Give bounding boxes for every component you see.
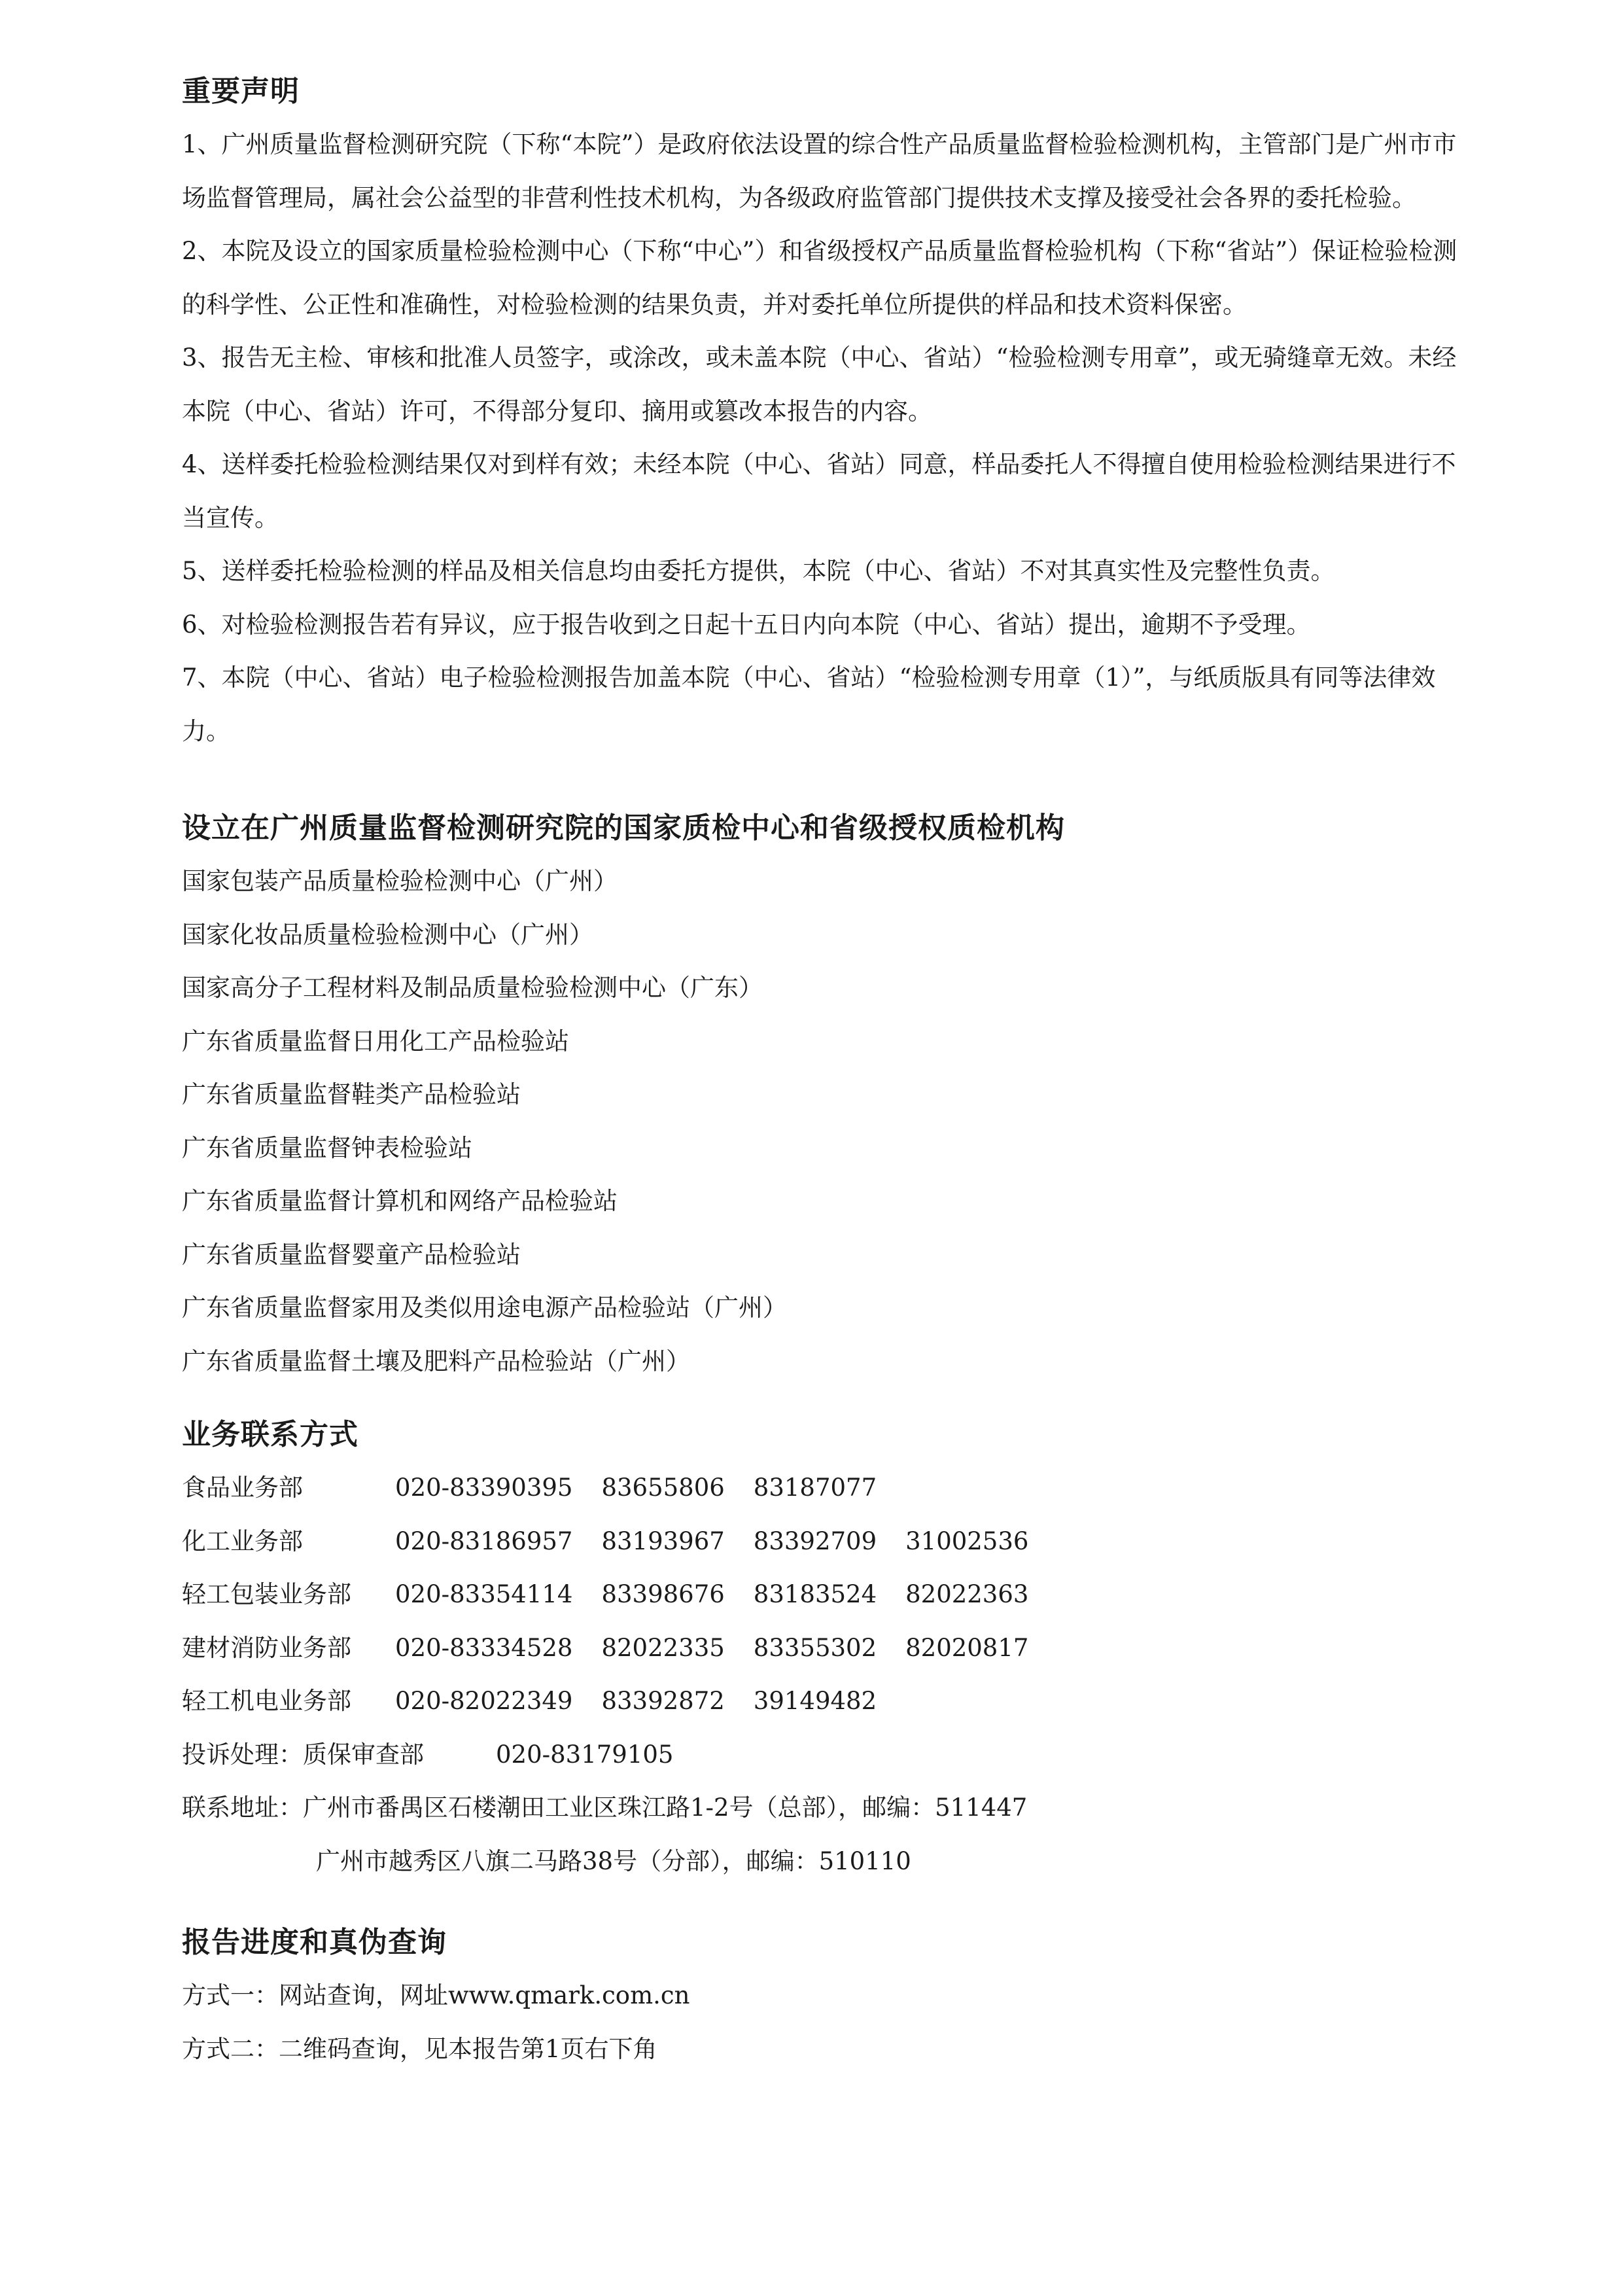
- notice-item: 2、本院及设立的国家质量检验检测中心（下称“中心”）和省级授权产品质量监督检验机构（下称“省站”）保证检验检测的科学性、公正性和准确性，对检验检测的结果负责，并对委托单位所提供的样品和技术资料保密。: [182, 237, 1457, 319]
- department-name: 食品业务部: [182, 1474, 303, 1502]
- org-item: 广东省质量监督土壤及肥料产品检验站（广州）: [182, 1347, 690, 1375]
- contact-row: [182, 1621, 1057, 1675]
- department-name: 轻工机电业务部: [182, 1687, 351, 1715]
- phone-number: 39149482: [753, 1687, 877, 1715]
- org-item: 广东省质量监督婴童产品检验站: [182, 1240, 521, 1269]
- phone-number: [905, 1461, 1057, 1515]
- notice-item: 5、送样委托检验检测的样品及相关信息均由委托方提供，本院（中心、省站）不对其真实性及完整性负责。: [182, 557, 1335, 585]
- department-name: 轻工包装业务部: [182, 1580, 351, 1608]
- org-item: 国家高分子工程材料及制品质量检验检测中心（广东）: [182, 974, 763, 1002]
- org-item: 广东省质量监督鞋类产品检验站: [182, 1080, 521, 1108]
- phone-number: 31002536: [905, 1527, 1029, 1555]
- phone-number: 83398676: [601, 1580, 725, 1608]
- notice-item: 4、送样委托检验检测结果仅对到样有效；未经本院（中心、省站）同意，样品委托人不得擅自使用检验检测结果进行不当宣传。: [182, 450, 1456, 532]
- notice-item: 7、本院（中心、省站）电子检验检测报告加盖本院（中心、省站）“检验检测专用章（1）”，与纸质版具有同等法律效力。: [182, 663, 1436, 745]
- phone-number: 020-83186957: [395, 1527, 573, 1555]
- notice-list: [182, 118, 1464, 758]
- department-name: 化工业务部: [182, 1527, 303, 1555]
- contact-row: [182, 1568, 1057, 1621]
- org-item: 广东省质量监督计算机和网络产品检验站: [182, 1187, 618, 1215]
- address-branch: 广州市越秀区八旗二马路38号（分部），邮编：510110: [316, 1846, 911, 1875]
- query-methods: [182, 1969, 1464, 2075]
- address-line: [182, 1781, 1464, 1835]
- query-method-qrcode: 方式二：二维码查询，见本报告第1页右下角: [182, 2034, 657, 2063]
- org-item: 广东省质量监督家用及类似用途电源产品检验站（广州）: [182, 1294, 787, 1322]
- contact-title: 业务联系方式: [182, 1418, 358, 1451]
- complaint-phone: 020-83179105: [496, 1740, 674, 1769]
- contact-row: [182, 1515, 1057, 1568]
- org-item: 国家化妆品质量检验检测中心（广州）: [182, 920, 593, 949]
- phone-number: 83655806: [601, 1474, 725, 1502]
- contact-row: [182, 1461, 1057, 1515]
- contact-row: [182, 1674, 1057, 1728]
- phone-number: 020-83354114: [395, 1580, 573, 1608]
- notice-item: 3、报告无主检、审核和批准人员签字，或涂改，或未盖本院（中心、省站）“检验检测专用章”，或无骑缝章无效。未经本院（中心、省站）许可，不得部分复印、摘用或篡改本报告的内容。: [182, 344, 1457, 425]
- notice-title: 重要声明: [182, 75, 300, 108]
- phone-number: 82022335: [601, 1633, 725, 1662]
- phone-number: 83392872: [601, 1687, 725, 1715]
- phone-number: 83392709: [753, 1527, 877, 1555]
- phone-number: 83355302: [753, 1633, 877, 1662]
- org-item: 国家包装产品质量检验检测中心（广州）: [182, 867, 618, 895]
- notice-item: 6、对检验检测报告若有异议，应于报告收到之日起十五日内向本院（中心、省站）提出，逾期不予受理。: [182, 610, 1311, 639]
- department-name: 建材消防业务部: [182, 1633, 351, 1662]
- query-title: 报告进度和真伪查询: [182, 1926, 447, 1959]
- address-headquarters: 广州市番禺区石楼潮田工业区珠江路1-2号（总部），邮编：511447: [303, 1793, 1028, 1822]
- phone-number: 020-83334528: [395, 1633, 573, 1662]
- query-method-website: 方式一：网站查询，网址www.qmark.com.cn: [182, 1981, 690, 2009]
- org-item: 广东省质量监督钟表检验站: [182, 1133, 472, 1162]
- phone-number: [905, 1674, 1057, 1728]
- org-item: 广东省质量监督日用化工产品检验站: [182, 1027, 569, 1055]
- org-list: [182, 855, 1464, 1388]
- complaint-line: [182, 1728, 1464, 1782]
- phone-number: 020-82022349: [395, 1687, 573, 1715]
- phone-number: 83193967: [601, 1527, 725, 1555]
- phone-number: 83187077: [753, 1474, 877, 1502]
- notice-item: 1、广州质量监督检测研究院（下称“本院”）是政府依法设置的综合性产品质量监督检验检测机构，主管部门是广州市市场监督管理局，属社会公益型的非营利性技术机构，为各级政府监管部门提供技术支撑及接受社会各界的委托检验。: [182, 130, 1457, 212]
- orgs-title: 设立在广州质量监督检测研究院的国家质检中心和省级授权质检机构: [182, 811, 1065, 845]
- phone-number: 020-83390395: [395, 1474, 573, 1502]
- page-content: [182, 65, 1464, 2075]
- phone-number: 82022363: [905, 1580, 1029, 1608]
- complaint-label: 投诉处理：质保审查部: [182, 1740, 424, 1769]
- address-label: 联系地址：: [182, 1793, 303, 1822]
- phone-number: 82020817: [905, 1633, 1029, 1662]
- phone-number: 83183524: [753, 1580, 877, 1608]
- contact-table: [182, 1461, 1057, 1728]
